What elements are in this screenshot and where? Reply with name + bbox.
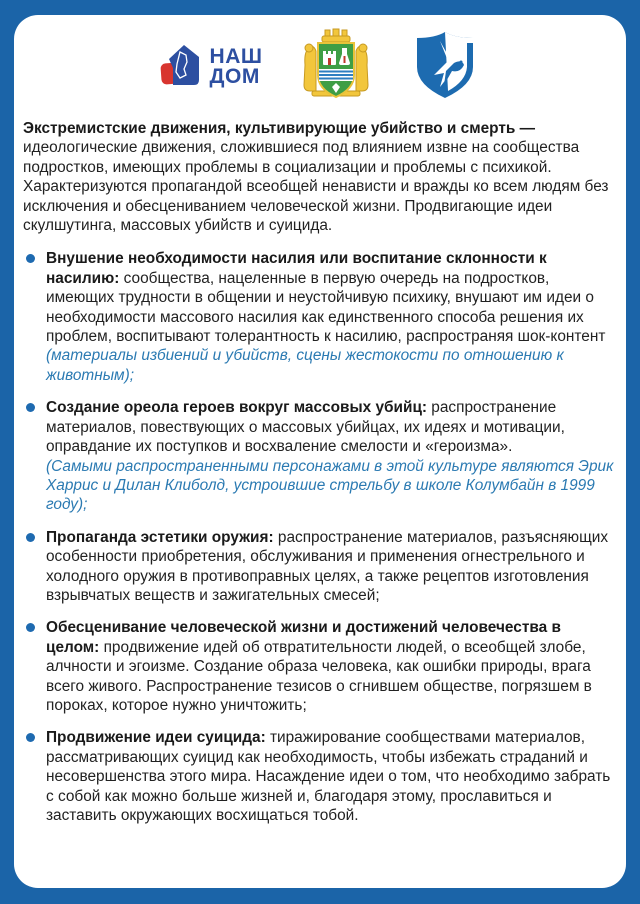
nash-dom-label-line1: НАШ	[209, 45, 263, 68]
bullet-list	[23, 249, 617, 825]
nash-dom-label-line2: ДОМ	[209, 65, 260, 88]
intro-term: Экстремистские движения, культивирующие убийство и смерть —	[23, 120, 536, 137]
bullet-text: продвижение идей об отвратительности людей, о всеобщей злобе, алчности и эгоизме. Создание образа человека, как ошибки природы, врага всего живого. Распространение тезисов о сгнившем обществе, погрязшем в пороках, которое нужно уничтожить;	[46, 638, 592, 714]
bullet-note: (материалы избиений и убийств, сцены жестокости по отношению к животным);	[46, 347, 564, 384]
intro-definition: идеологические движения, сложившиеся под влиянием извне на сообщества подростков, имеющих проблемы в социализации и проблемы с психикой. Характеризуются пропагандой всеобщей ненависти и вражды ко всем людям без исключения и обесцениванием человеческой жизни. Продвигающие идеи скулшутинга, массовых убийств и суицида.	[23, 139, 609, 235]
bullet-term: Создание ореола героев вокруг массовых убийц:	[46, 399, 428, 417]
list-item	[23, 249, 617, 385]
list-item	[23, 728, 617, 825]
bullet-term: Пропаганда эстетики оружия:	[46, 528, 274, 546]
bullet-text: распространение материалов, повествующих о массовых убийцах, их идеях и мотивации, оправдание их поступков и восхваление смелости и «героизма».	[46, 399, 565, 456]
logo-row	[14, 15, 626, 103]
bullet-text: тиражирование сообществами материалов, рассматривающих суицид как необходимость, чтобы избежать страданий и несовершенства этого мира. Насаждение идеи о том, что необходимо забрать с собой как можно больше жизней и, благодаря этому, прославиться и заставить окружающих восхищаться тобой.	[46, 729, 611, 824]
list-item	[23, 528, 617, 606]
bullet-dot-icon	[26, 403, 35, 412]
list-item	[23, 618, 617, 715]
bullet-dot-icon	[26, 533, 35, 542]
bullet-note: (Самыми распространенными персонажами в этой культуре являются Эрик Харрис и Дилан Клиболд, устроившие стрельбу в школе Колумбайн в 1999 году);	[46, 457, 614, 514]
nash-dom-house-icon	[160, 42, 202, 93]
bullet-text: распространение материалов, разъясняющих особенности приобретения, обслуживания и применения огнестрельного и холодного оружия в противоправных целях, а также рецептов изготовления взрывчатых веществ и зажигательных смесей;	[46, 528, 609, 604]
document-body	[14, 103, 626, 825]
bullet-text: сообщества, нацеленные в первую очередь на подростков, имеющих трудности в общении и неустойчивую психику, внушают им идеи о необходимости массового насилия как единственного способа решения их проблем, воспитывают толерантность к насилию, распространяя шок-контент	[46, 269, 606, 346]
yekaterinburg-coat-of-arms-icon	[296, 27, 376, 108]
list-item	[23, 398, 617, 514]
bullet-dot-icon	[26, 733, 35, 742]
bullet-dot-icon	[26, 623, 35, 632]
nash-dom-logo	[160, 42, 263, 93]
bullet-term: Продвижение идеи суицида:	[46, 729, 266, 747]
dove-shield-icon	[410, 29, 480, 106]
intro-paragraph	[23, 119, 617, 235]
document-card	[14, 15, 626, 888]
bullet-term: Обесценивание человеческой жизни и достижений человечества в целом:	[46, 619, 561, 656]
bullet-term: Внушение необходимости насилия или воспитание склонности к насилию:	[46, 250, 547, 287]
bullet-dot-icon	[26, 254, 35, 263]
